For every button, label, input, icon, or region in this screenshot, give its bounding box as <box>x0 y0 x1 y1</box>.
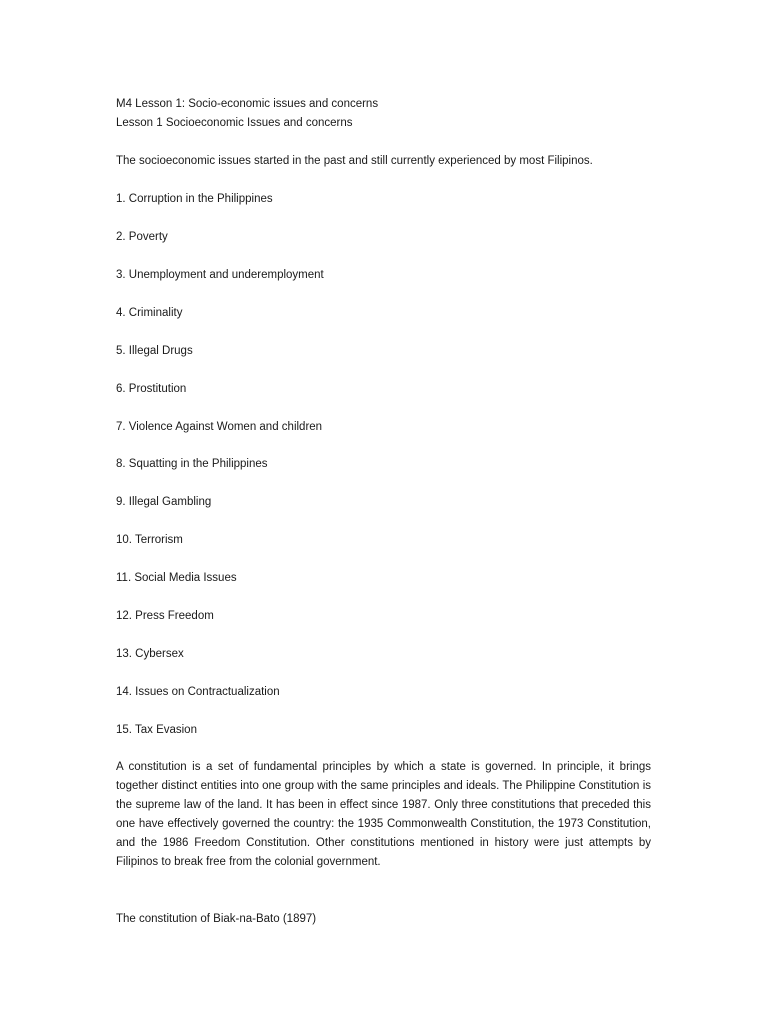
list-item: 5. Illegal Drugs <box>116 345 193 357</box>
list-item: 15. Tax Evasion <box>116 724 197 736</box>
list-item: 6. Prostitution <box>116 383 187 395</box>
list-item: 9. Illegal Gambling <box>116 496 212 508</box>
list-item: 13. Cybersex <box>116 648 184 660</box>
list-item: 4. Criminality <box>116 307 183 319</box>
list-item: 10. Terrorism <box>116 534 183 546</box>
list-item: 12. Press Freedom <box>116 610 214 622</box>
list-item: 3. Unemployment and underemployment <box>116 269 324 281</box>
list-item: 8. Squatting in the Philippines <box>116 458 268 470</box>
list-item: 7. Violence Against Women and children <box>116 421 323 433</box>
intro-text: The socioeconomic issues started in the past and still currently experienced by most Filipinos. <box>116 155 593 167</box>
section-heading: The constitution of Biak-na-Bato (1897) <box>116 913 317 925</box>
list-item: 11. Social Media Issues <box>116 572 237 584</box>
lesson-title: Lesson 1 Socioeconomic Issues and concerns <box>116 117 353 129</box>
document-title: M4 Lesson 1: Socio-economic issues and concerns <box>116 98 379 110</box>
list-item: 2. Poverty <box>116 231 168 243</box>
list-item: 14. Issues on Contractualization <box>116 686 280 698</box>
list-item: 1. Corruption in the Philippines <box>116 193 273 205</box>
constitution-paragraph: A constitution is a set of fundamental principles by which a state is governed. In principle, it brings together distinct entities into one group with the same principles and ideals. The Philippine Constitution is the supreme law of the land. It has been in effect since 1987. Only three constitutions that preceded this one have effectively governed the country: the 1935 Commonwealth Constitution, the 1973 Constitution, and the 1986 Freedom Constitution. Other constitutions mentioned in history were just attempts by Filipinos to break free from the colonial government. <box>116 761 651 868</box>
